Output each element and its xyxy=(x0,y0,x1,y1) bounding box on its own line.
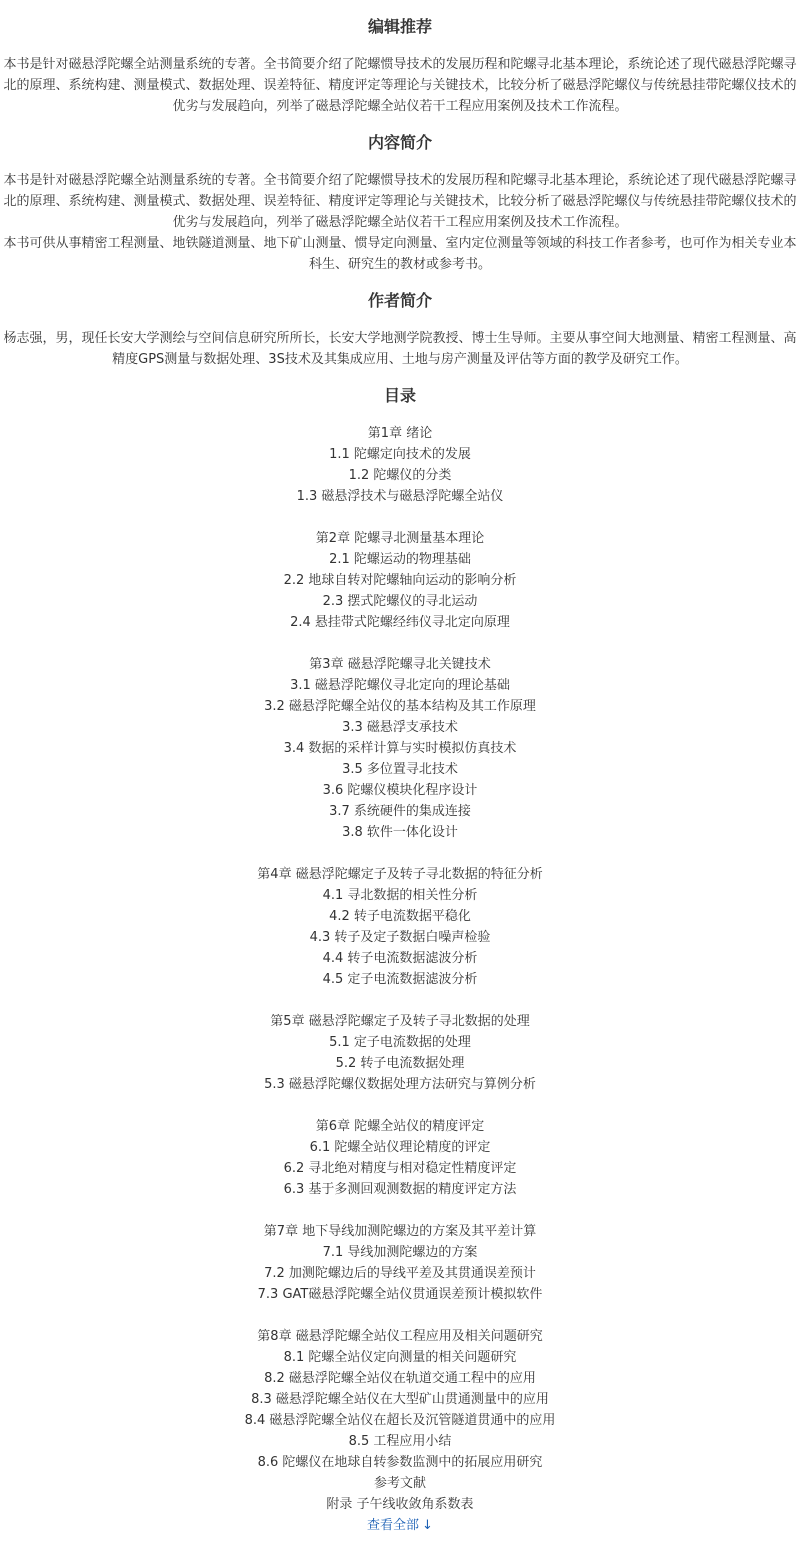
author-intro-text: 杨志强，男，现任长安大学测绘与空间信息研究所所长，长安大学地测学院教授、博士生导师。主要从事空间大地测量、精密工程测量、高精度GPS测量与数据处理、3S技术及其集成应用、土地与房产测量及评估等方面的教学及研究工作。 xyxy=(3,331,797,367)
toc-entry: 4.3 转子及定子数据白噪声检验 xyxy=(309,930,491,945)
toc-entry: 8.1 陀螺全站仪定向测量的相关问题研究 xyxy=(283,1350,517,1365)
toc-entry: 7.2 加测陀螺边后的导线平差及其贯通误差预计 xyxy=(264,1266,536,1281)
editor-recommendation-text: 本书是针对磁悬浮陀螺全站测量系统的专著。全书简要介绍了陀螺惯导技术的发展历程和陀螺寻北基本理论，系统论述了现代磁悬浮陀螺寻北的原理、系统构建、测量模式、数据处理、误差特征、精度评定等理论与关键技术，比较分析了磁悬浮陀螺仪与传统悬挂带陀螺仪技术的优劣与发展趋向，列举了磁悬浮陀螺全站仪若干工程应用案例及技术工作流程。 xyxy=(3,57,797,114)
toc-chapter-group xyxy=(0,1221,800,1305)
toc-entry: 8.6 陀螺仪在地球自转参数监测中的拓展应用研究 xyxy=(257,1455,543,1470)
toc-entry: 4.5 定子电流数据滤波分析 xyxy=(322,972,478,987)
toc-entry: 5.2 转子电流数据处理 xyxy=(335,1056,465,1071)
toc-entry: 8.2 磁悬浮陀螺全站仪在轨道交通工程中的应用 xyxy=(264,1371,536,1386)
toc-entry: 3.3 磁悬浮支承技术 xyxy=(342,720,458,735)
content-summary-paragraph: 本书可供从事精密工程测量、地铁隧道测量、地下矿山测量、惯导定向测量、室内定位测量等领域的科技工作者参考，也可作为相关专业本科生、研究生的教材或参考书。 xyxy=(3,236,797,272)
view-all-link[interactable] xyxy=(0,1515,800,1536)
toc-entry: 2.1 陀螺运动的物理基础 xyxy=(329,552,471,567)
toc-entry: 3.6 陀螺仪模块化程序设计 xyxy=(322,783,478,798)
toc-list xyxy=(0,423,800,1515)
toc-chapter-heading: 第2章 陀螺寻北测量基本理论 xyxy=(315,531,485,546)
toc-entry: 5.3 磁悬浮陀螺仪数据处理方法研究与算例分析 xyxy=(264,1077,536,1092)
toc-section xyxy=(0,385,800,1536)
editor-recommendation-section xyxy=(0,16,800,117)
toc-entry: 6.2 寻北绝对精度与相对稳定性精度评定 xyxy=(283,1161,517,1176)
toc-entry: 7.1 导线加测陀螺边的方案 xyxy=(322,1245,478,1260)
toc-chapter-heading: 第4章 磁悬浮陀螺定子及转子寻北数据的特征分析 xyxy=(257,867,543,882)
toc-chapter-heading: 第6章 陀螺全站仪的精度评定 xyxy=(315,1119,485,1134)
toc-chapter-heading: 第1章 绪论 xyxy=(367,426,433,441)
toc-chapter-heading: 第7章 地下导线加测陀螺边的方案及其平差计算 xyxy=(263,1224,537,1239)
toc-chapter-group xyxy=(0,528,800,633)
toc-entry: 1.2 陀螺仪的分类 xyxy=(348,468,452,483)
toc-chapter-group xyxy=(0,654,800,843)
toc-entry: 2.4 悬挂带式陀螺经纬仪寻北定向原理 xyxy=(290,615,510,630)
toc-entry: 3.4 数据的采样计算与实时模拟仿真技术 xyxy=(283,741,517,756)
content-summary-paragraph: 本书是针对磁悬浮陀螺全站测量系统的专著。全书简要介绍了陀螺惯导技术的发展历程和陀螺寻北基本理论，系统论述了现代磁悬浮陀螺寻北的原理、系统构建、测量模式、数据处理、误差特征、精度评定等理论与关键技术，比较分析了磁悬浮陀螺仪与传统悬挂带陀螺仪技术的优劣与发展趋向，列举了磁悬浮陀螺全站仪若干工程应用案例及技术工作流程。 xyxy=(3,173,797,230)
toc-entry: 3.1 磁悬浮陀螺仪寻北定向的理论基础 xyxy=(290,678,510,693)
toc-entry: 3.8 软件一体化设计 xyxy=(342,825,458,840)
view-all-label: 查看全部 xyxy=(367,1518,420,1533)
toc-entry: 6.1 陀螺全站仪理论精度的评定 xyxy=(309,1140,491,1155)
author-intro-title: 作者简介 xyxy=(367,291,432,310)
content-summary-section xyxy=(0,132,800,275)
toc-entry: 8.5 工程应用小结 xyxy=(348,1434,452,1449)
editor-recommendation-title: 编辑推荐 xyxy=(367,17,432,36)
toc-chapter-group xyxy=(0,1011,800,1095)
toc-entry: 6.3 基于多测回观测数据的精度评定方法 xyxy=(283,1182,517,1197)
toc-entry: 4.2 转子电流数据平稳化 xyxy=(329,909,471,924)
down-arrow-icon: ↓ xyxy=(422,1518,433,1533)
toc-chapter-heading: 第8章 磁悬浮陀螺全站仪工程应用及相关问题研究 xyxy=(257,1329,543,1344)
toc-chapter-group xyxy=(0,1116,800,1200)
toc-entry: 2.2 地球自转对陀螺轴向运动的影响分析 xyxy=(283,573,517,588)
toc-entry: 1.1 陀螺定向技术的发展 xyxy=(329,447,471,462)
toc-entry: 8.3 磁悬浮陀螺全站仪在大型矿山贯通测量中的应用 xyxy=(251,1392,549,1407)
toc-chapter-group xyxy=(0,1326,800,1515)
toc-chapter-group xyxy=(0,864,800,990)
toc-chapter-heading: 第5章 磁悬浮陀螺定子及转子寻北数据的处理 xyxy=(270,1014,530,1029)
toc-chapter-heading: 第3章 磁悬浮陀螺寻北关键技术 xyxy=(309,657,491,672)
toc-entry: 附录 子午线收敛角系数表 xyxy=(326,1497,474,1512)
author-intro-section xyxy=(0,290,800,370)
content-summary-title: 内容简介 xyxy=(367,133,432,152)
toc-entry: 3.7 系统硬件的集成连接 xyxy=(329,804,471,819)
toc-entry: 4.1 寻北数据的相关性分析 xyxy=(322,888,478,903)
toc-entry: 8.4 磁悬浮陀螺全站仪在超长及沉管隧道贯通中的应用 xyxy=(244,1413,556,1428)
toc-entry: 5.1 定子电流数据的处理 xyxy=(329,1035,471,1050)
toc-entry: 4.4 转子电流数据滤波分析 xyxy=(322,951,478,966)
toc-entry: 3.5 多位置寻北技术 xyxy=(342,762,458,777)
toc-entry: 3.2 磁悬浮陀螺全站仪的基本结构及其工作原理 xyxy=(264,699,536,714)
toc-chapter-group xyxy=(0,423,800,507)
toc-entry: 2.3 摆式陀螺仪的寻北运动 xyxy=(322,594,478,609)
toc-title: 目录 xyxy=(383,386,416,405)
toc-entry: 1.3 磁悬浮技术与磁悬浮陀螺全站仪 xyxy=(296,489,504,504)
toc-entry: 参考文献 xyxy=(373,1476,426,1491)
toc-entry: 7.3 GAT磁悬浮陀螺全站仪贯通误差预计模拟软件 xyxy=(257,1287,543,1302)
